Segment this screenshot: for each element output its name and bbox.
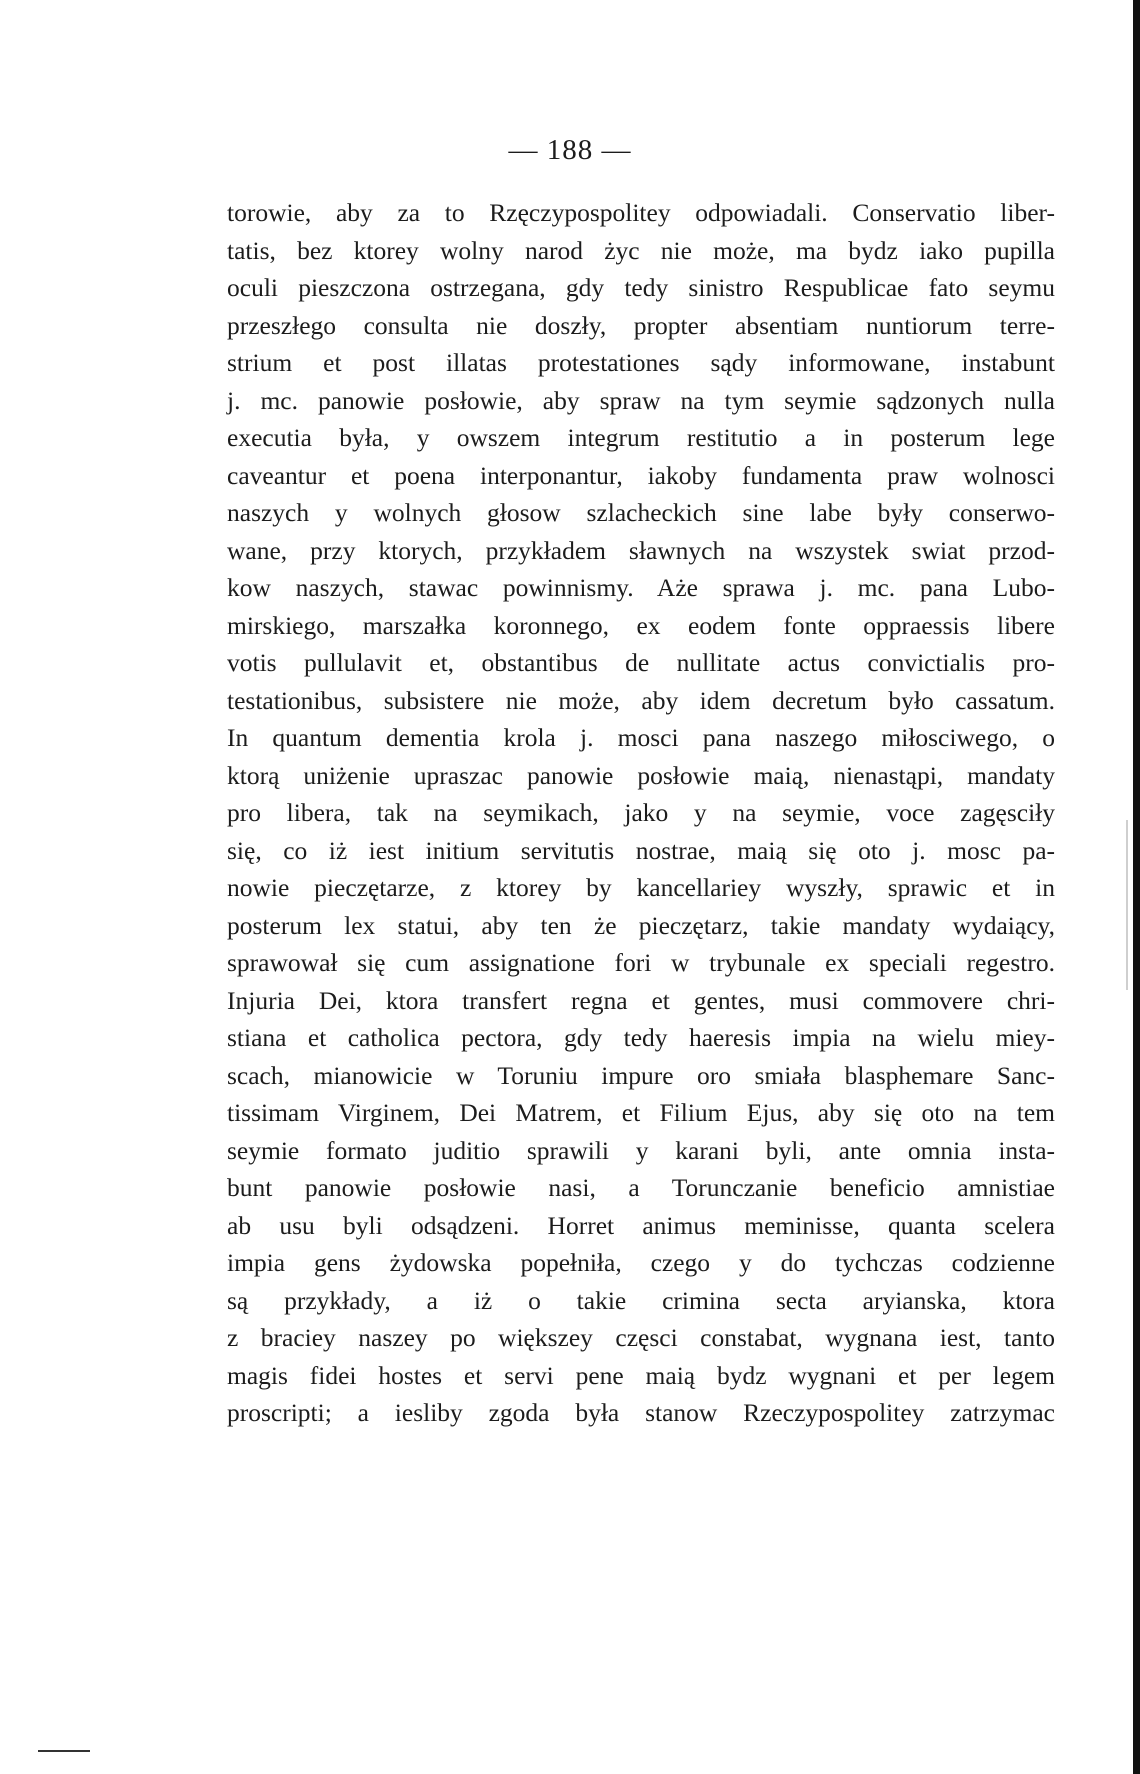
text-line: bunt panowie posłowie nasi, a Torunczanie beneficio amnistiae [227,1173,1055,1202]
body-text [227,194,1055,1432]
text-line: są przykłady, a iż o takie crimina secta aryianska, ktora [227,1285,1055,1315]
text-line: impia gens żydowska popełniła, czego y do tychczas codzienne [227,1248,1055,1277]
text-line: ktorą uniżenie upraszac panowie posłowie maią, nienastąpi, mandaty [227,760,1055,790]
text-line: seymie formato juditio sprawili y karani byli, ante omnia insta- [227,1135,1055,1165]
text-line: stiana et catholica pectora, gdy tedy haeresis impia na wielu miey- [227,1023,1055,1052]
text-line: executia była, y owszem integrum restitutio a in posterum lege [227,423,1055,452]
text-line: proscripti; a iesliby zgoda była stanow Rzeczypospolitey zatrzymac [227,1398,1055,1427]
text-line: ab usu byli odsądzeni. Horret animus meminisse, quanta scelera [227,1210,1055,1240]
text-line: sprawował się cum assignatione fori w trybunale ex speciali regestro. [227,948,1055,977]
text-line: się, co iż iest initium servitutis nostrae, maią się oto j. mosc pa- [227,835,1055,865]
text-line: votis pullulavit et, obstantibus de nullitate actus convictialis pro- [227,648,1055,677]
text-line: testationibus, subsistere nie może, aby idem decretum było cassatum. [227,685,1055,715]
text-line: In quantum dementia krola j. mosci pana naszego miłosciwego, o [227,723,1055,752]
text-line: mirskiego, marszałka koronnego, ex eodem fonte oppraessis libere [227,610,1055,640]
text-line: scach, mianowicie w Toruniu impure oro smiała blasphemare Sanc- [227,1060,1055,1090]
text-line: caveantur et poena interponantur, iakoby fundamenta praw wolnosci [227,460,1055,490]
text-line: posterum lex statui, aby ten że pieczętarz, takie mandaty wydaiący, [227,910,1055,940]
page-edge-faint-line [1126,820,1128,990]
text-line: oculi pieszczona ostrzegana, gdy tedy sinistro Respublicae fato seymu [227,273,1055,302]
page-number: — 188 — [508,134,632,166]
text-line: wane, przy ktorych, przykładem sławnych na wszystek swiat przod- [227,535,1055,565]
text-line: z braciey naszey po większey częsci constabat, wygnana iest, tanto [227,1323,1055,1352]
text-line: magis fidei hostes et servi pene maią bydz wygnani et per legem [227,1360,1055,1390]
text-line: j. mc. panowie posłowie, aby spraw na tym seymie sądzonych nulla [227,385,1055,415]
text-line: tissimam Virginem, Dei Matrem, et Filium Ejus, aby się oto na tem [227,1098,1055,1127]
text-line: tatis, bez ktorey wolny narod życ nie może, ma bydz iako pupilla [227,235,1055,265]
text-line: Injuria Dei, ktora transfert regna et gentes, musi commovere chri- [227,985,1055,1015]
page-edge-shadow [1133,0,1140,1774]
text-line: torowie, aby za to Rzęczypospolitey odpowiadali. Conservatio liber- [227,198,1055,227]
text-line: naszych y wolnych głosow szlacheckich sine labe były conserwo- [227,498,1055,527]
scan-artifact-line [38,1750,90,1752]
text-line: przeszłego consulta nie doszły, propter absentiam nuntiorum terre- [227,310,1055,340]
text-line: kow naszych, stawac powinnismy. Aże sprawa j. mc. pana Lubo- [227,573,1055,602]
text-line: strium et post illatas protestationes sądy informowane, instabunt [227,348,1055,377]
text-line: pro libera, tak na seymikach, jako y na seymie, voce zagęsciły [227,798,1055,827]
text-line: nowie pieczętarze, z ktorey by kancellariey wyszły, sprawic et in [227,873,1055,902]
